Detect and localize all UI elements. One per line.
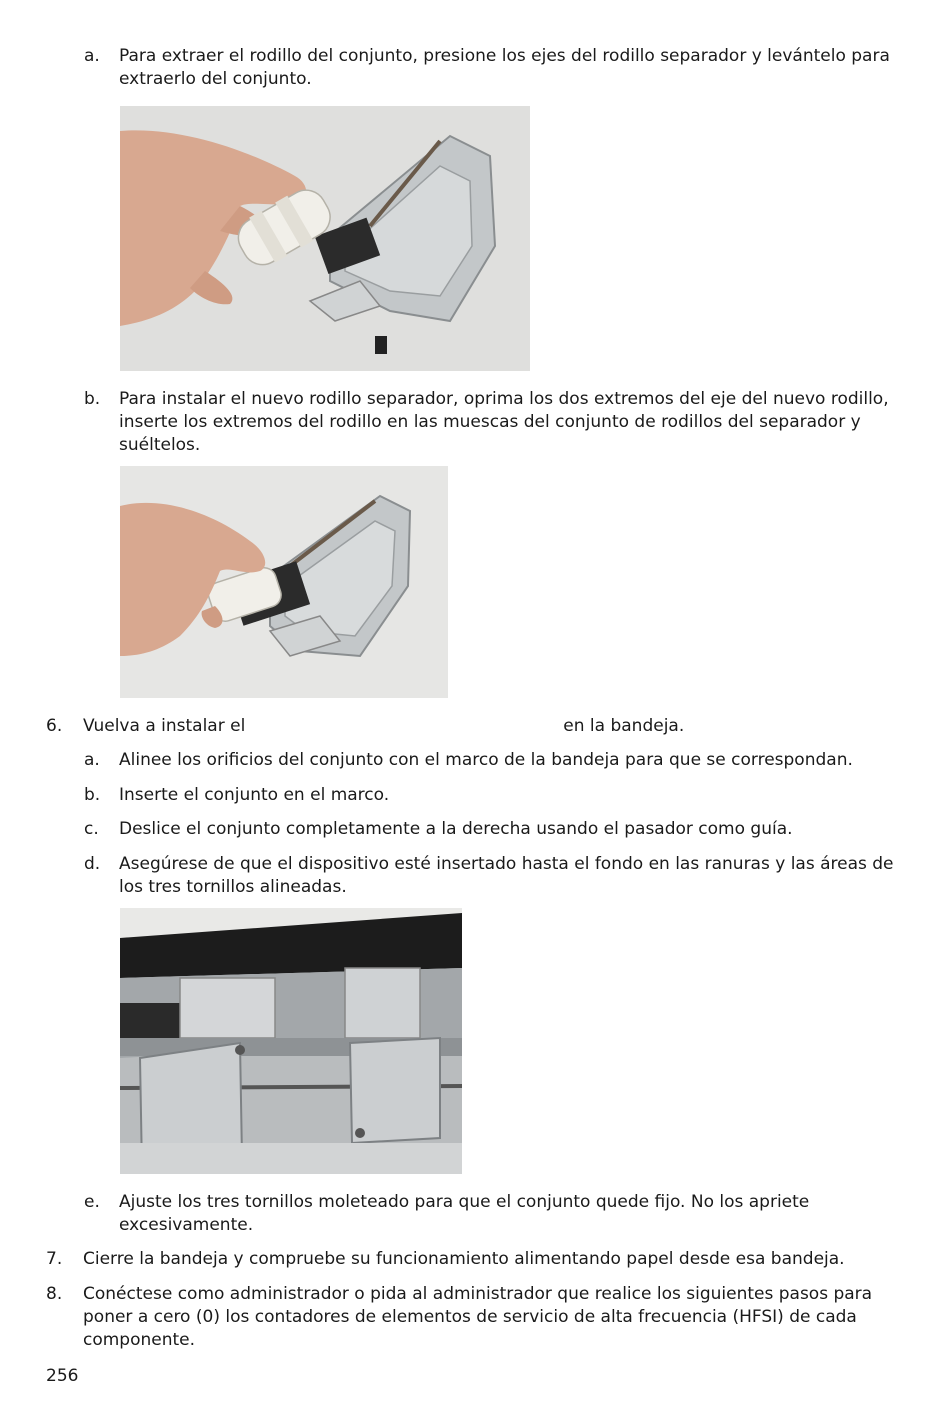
step-text: Inserte el conjunto en el marco.	[119, 785, 390, 805]
photo-roller-removal	[120, 106, 530, 371]
photo-tray-assembly	[120, 908, 462, 1174]
step-marker: 7.	[46, 1249, 63, 1269]
step-text-after: en la bandeja.	[563, 716, 685, 736]
step-text	[83, 715, 905, 738]
step-marker: b.	[84, 389, 101, 409]
step-text: Cierre la bandeja y compruebe su funcionamiento alimentando papel desde esa bandeja.	[83, 1249, 845, 1269]
step-text: Asegúrese de que el dispositivo esté insertado hasta el fondo en las ranuras y las áreas de los tres tornillos alineadas.	[119, 854, 894, 897]
step-text: Deslice el conjunto completamente a la derecha usando el pasador como guía.	[119, 819, 793, 839]
step-marker: e.	[84, 1192, 100, 1212]
step-marker: d.	[84, 854, 101, 874]
step-marker: a.	[84, 46, 100, 66]
step-marker: b.	[84, 785, 101, 805]
step-text: Para extraer el rodillo del conjunto, presione los ejes del rodillo separador y levántelo para extraerlo del conjunto.	[119, 46, 890, 89]
step-marker: a.	[84, 750, 100, 770]
page-number: 256	[46, 1366, 79, 1386]
step-marker: 6.	[46, 716, 63, 736]
step-text: Conéctese como administrador o pida al administrador que realice los siguientes pasos para poner a cero (0) los contadores de elementos de servicio de alta frecuencia (HFSI) de cada componente.	[83, 1284, 873, 1350]
step-text: Ajuste los tres tornillos moleteado para que el conjunto quede fijo. No los apriete excesivamente.	[119, 1192, 810, 1235]
step-marker: 8.	[46, 1284, 63, 1304]
photo-roller-install	[120, 466, 448, 698]
step-text: Alinee los orificios del conjunto con el marco de la bandeja para que se correspondan.	[119, 750, 853, 770]
step-text-before: Vuelva a instalar el	[83, 716, 246, 736]
step-marker: c.	[84, 819, 99, 839]
step-text: Para instalar el nuevo rodillo separador, oprima los dos extremos del eje del nuevo rodillo, inserte los extremos del rodillo en las muescas del conjunto de rodillos del separador y suéltelos.	[119, 389, 889, 455]
